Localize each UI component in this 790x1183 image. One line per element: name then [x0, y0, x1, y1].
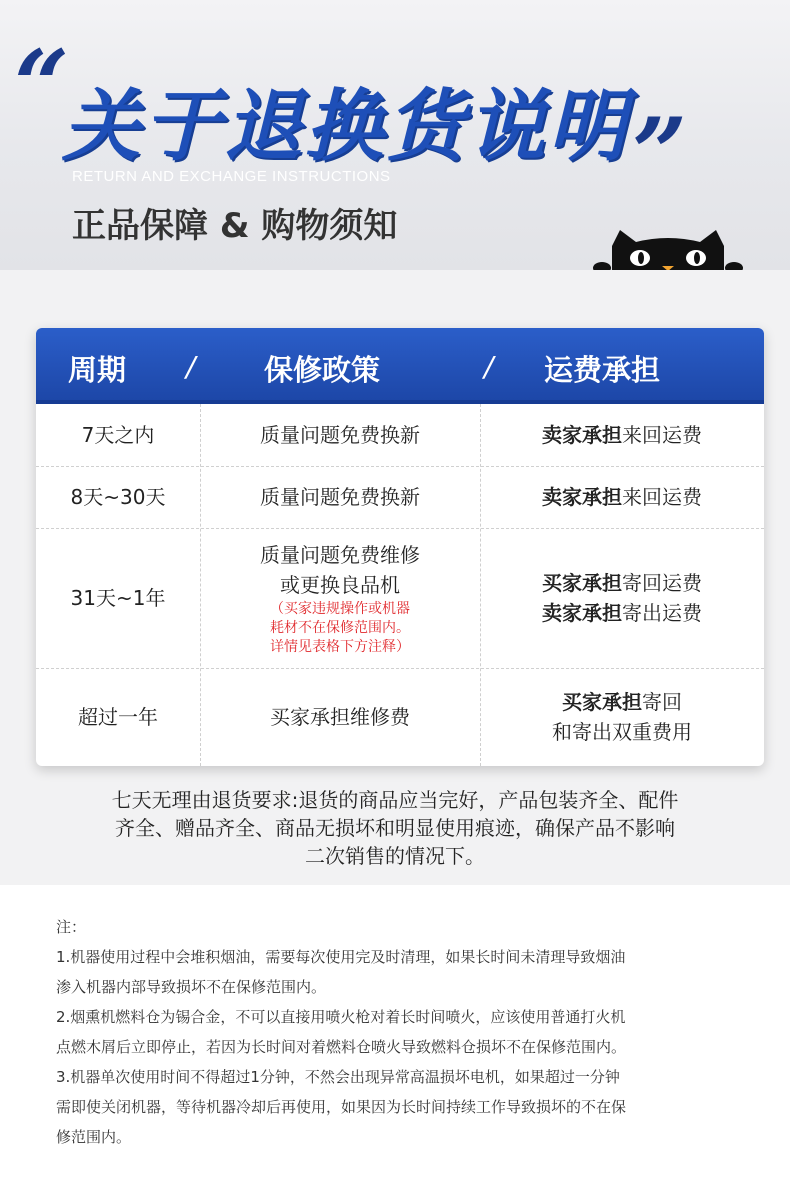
policy-note: 耗材不在保修范围内。 — [270, 619, 410, 636]
policy-line: 质量问题免费维修 — [260, 542, 420, 567]
policy-line: 或更换良品机 — [280, 572, 400, 597]
note-line: 3.机器单次使用时间不得超过1分钟，不然会出现异常高温损坏电机，如果超过一分钟 — [56, 1068, 620, 1086]
english-subtitle: RETURN AND EXCHANGE INSTRUCTIONS — [72, 168, 391, 185]
header-policy: 保修政策 — [264, 353, 381, 387]
notes-section — [56, 912, 746, 1152]
table-row — [36, 466, 764, 528]
table-row — [36, 404, 764, 466]
policy-note: 详情见表格下方注释） — [270, 638, 410, 655]
policy-cell: 质量问题免费换新 — [260, 423, 420, 447]
page-title: 关于退换货说明 — [62, 82, 630, 172]
header-separator: / — [186, 350, 196, 383]
period-cell: 7天之内 — [81, 423, 155, 447]
policy-table — [36, 328, 764, 766]
fee-line: 买家承担寄回运费 — [542, 571, 702, 595]
chinese-subtitle: 正品保障 & 购物须知 — [72, 206, 398, 246]
fee-line: 买家承担寄回 — [562, 690, 682, 714]
open-quote-mark: “ — [14, 29, 70, 142]
close-quote-mark: ” — [632, 97, 688, 210]
fee-line: 卖家承担寄出运费 — [542, 601, 702, 625]
note-line: 修范围内。 — [56, 1128, 132, 1146]
seven-day-return-notice — [0, 786, 790, 870]
notice-line: 二次销售的情况下。 — [305, 844, 485, 868]
policy-cell: 买家承担维修费 — [270, 705, 410, 729]
policy-cell: 质量问题免费换新 — [260, 485, 420, 509]
table-header — [36, 328, 764, 404]
table-row — [36, 528, 764, 668]
header-period: 周期 — [68, 353, 127, 387]
period-cell: 超过一年 — [78, 705, 158, 729]
policy-cell — [200, 528, 480, 668]
note-line: 1.机器使用过程中会堆积烟油，需要每次使用完及时清理，如果长时间未清理导致烟油 — [56, 948, 626, 966]
notes-heading: 注： — [56, 918, 87, 936]
period-cell: 31天~1年 — [70, 586, 166, 610]
table-row — [36, 668, 764, 766]
notice-line: 齐全、赠品齐全、商品无损坏和明显使用痕迹，确保产品不影响 — [115, 816, 675, 840]
note-line: 2.烟熏机燃料仓为锡合金，不可以直接用喷火枪对着长时间喷火，应该使用普通打火机 — [56, 1008, 626, 1026]
fee-cell: 卖家承担来回运费 — [542, 485, 702, 509]
fee-line: 和寄出双重费用 — [552, 720, 692, 744]
policy-section — [0, 270, 790, 885]
cat-mascot-icon — [592, 228, 744, 270]
note-line: 需即使关闭机器，等待机器冷却后再使用，如果因为长时间持续工作导致损坏的不在保 — [56, 1098, 627, 1116]
note-line: 渗入机器内部导致损坏不在保修范围内。 — [56, 978, 327, 996]
header-shipping-fee: 运费承担 — [544, 353, 661, 387]
fee-cell — [480, 668, 764, 766]
header-separator: / — [484, 350, 494, 383]
policy-note: （买家违规操作或机器 — [270, 600, 410, 617]
note-line: 点燃木屑后立即停止，若因为长时间对着燃料仓喷火导致燃料仓损坏不在保修范围内。 — [56, 1038, 627, 1056]
notice-line: 七天无理由退货要求:退货的商品应当完好，产品包装齐全、配件 — [111, 788, 679, 812]
fee-cell: 卖家承担来回运费 — [542, 423, 702, 447]
period-cell: 8天~30天 — [70, 485, 166, 509]
hero-banner — [0, 0, 790, 270]
fee-cell — [480, 528, 764, 668]
